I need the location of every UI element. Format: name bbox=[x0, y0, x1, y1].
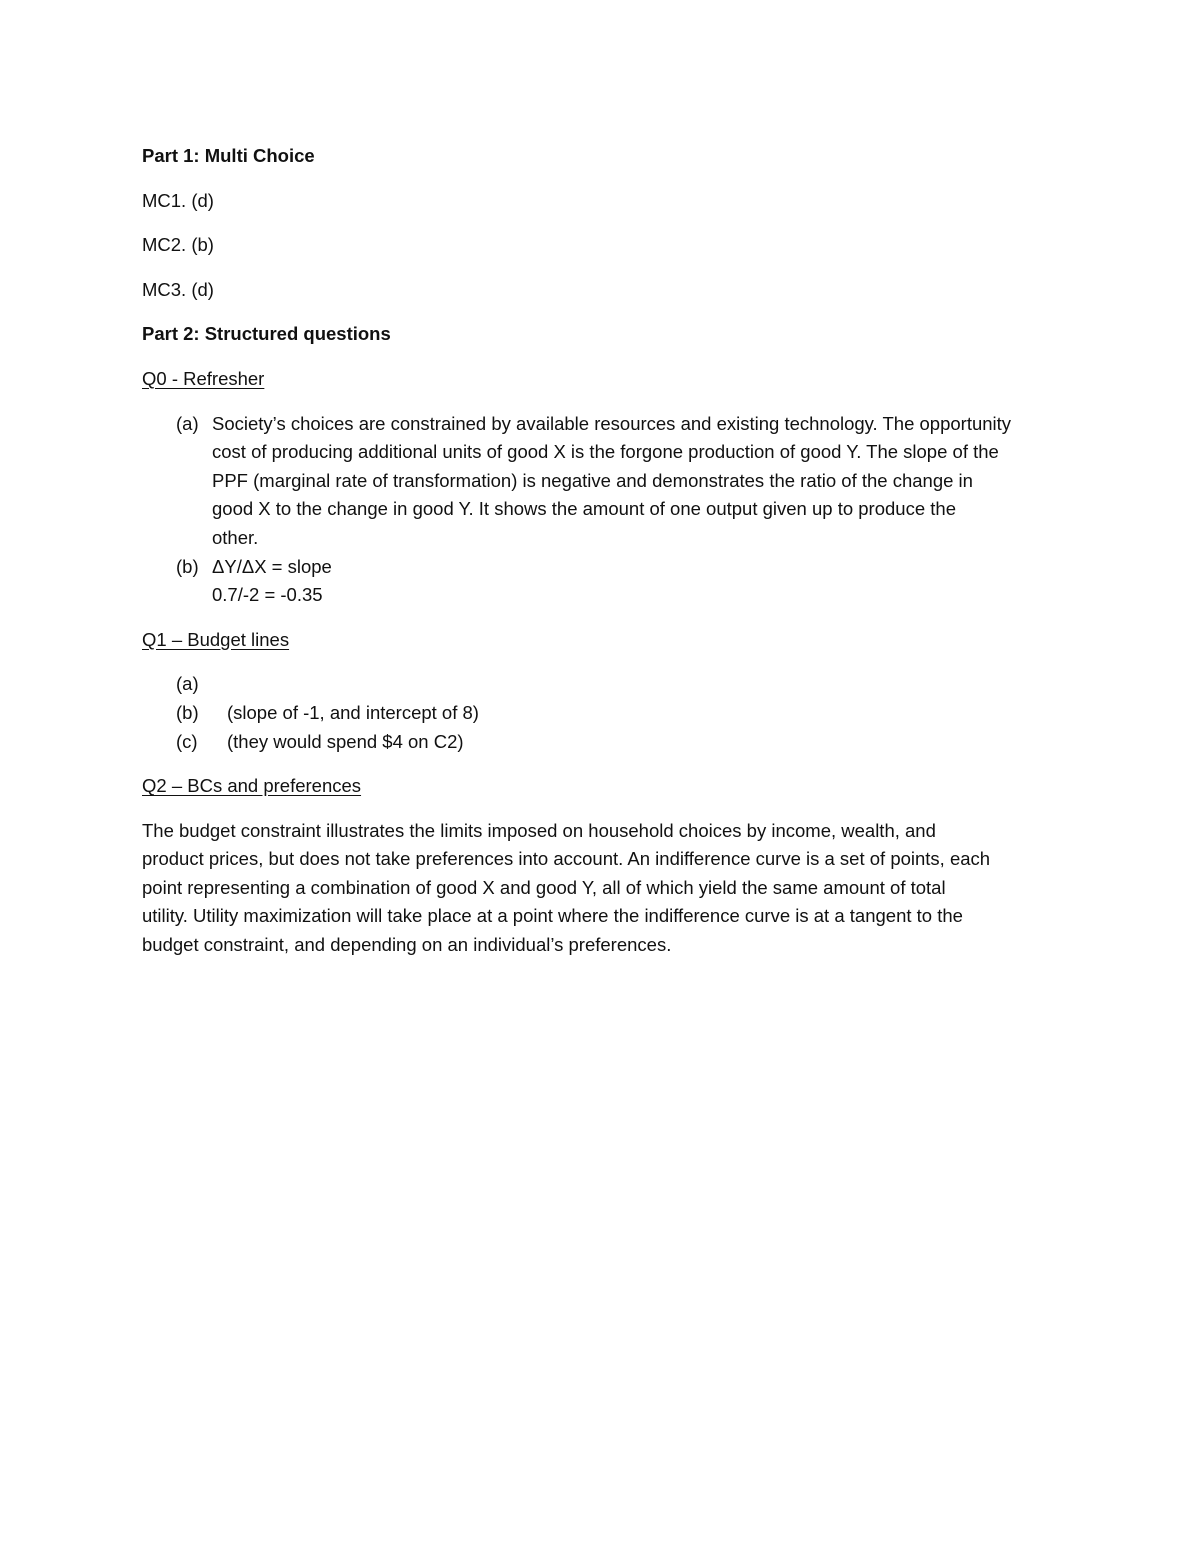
q2-line-4: utility. Utility maximization will take place at a point where the indifference curve is at a tangent to the bbox=[142, 905, 963, 927]
list-marker: (c) bbox=[176, 730, 198, 752]
list-marker: (a) bbox=[176, 412, 199, 434]
q0-item-b-line-1: ΔY/ΔX = slope bbox=[212, 555, 332, 577]
mc-answer-1: MC1. (d) bbox=[142, 189, 214, 211]
q0-item-a-line-2: cost of producing additional units of good X is the forgone production of good Y. The slope of the bbox=[212, 441, 999, 463]
q2-paragraph bbox=[142, 817, 1062, 960]
q2-title bbox=[142, 772, 1062, 801]
q1-item-c bbox=[142, 728, 1062, 757]
q1-item-a bbox=[142, 670, 1062, 699]
q2-title-text: Q2 – BCs and preferences bbox=[142, 775, 362, 797]
part1-heading: Part 1: Multi Choice bbox=[142, 145, 315, 166]
q0-item-a bbox=[142, 410, 1062, 553]
q1-item-b bbox=[142, 699, 1062, 728]
q0-item-a-line-1: Society’s choices are constrained by available resources and existing technology. The opportunity bbox=[212, 412, 1012, 434]
document-page bbox=[142, 142, 1062, 960]
q0-title bbox=[142, 365, 1062, 394]
part2-heading: Part 2: Structured questions bbox=[142, 323, 391, 345]
q2-line-2: product prices, but does not take preferences into account. An indifference curve is a set of points, each bbox=[142, 848, 991, 870]
q2-line-5: budget constraint, and depending on an individual’s preferences. bbox=[142, 934, 672, 956]
q1-item-b-text: (slope of -1, and intercept of 8) bbox=[227, 701, 479, 723]
mc-answer-3: MC3. (d) bbox=[142, 278, 214, 300]
q1-item-c-text: (they would spend $4 on C2) bbox=[227, 730, 464, 752]
q0-item-b-line-2: 0.7/-2 = -0.35 bbox=[212, 584, 323, 606]
q0-item-a-line-3: PPF (marginal rate of transformation) is negative and demonstrates the ratio of the change in bbox=[212, 469, 973, 491]
list-marker: (a) bbox=[176, 673, 199, 695]
q1-item-a-text bbox=[227, 670, 1062, 699]
q2-line-1: The budget constraint illustrates the limits imposed on household choices by income, wealth, and bbox=[142, 819, 936, 841]
list-marker: (b) bbox=[176, 555, 199, 577]
q0-item-a-line-5: other. bbox=[212, 526, 259, 548]
q2-line-3: point representing a combination of good X and good Y, all of which yield the same amount of total bbox=[142, 876, 946, 898]
q0-title-text: Q0 - Refresher bbox=[142, 367, 265, 389]
q0-item-b bbox=[142, 553, 1062, 610]
q1-title-text: Q1 – Budget lines bbox=[142, 628, 290, 650]
q1-title bbox=[142, 626, 1062, 655]
q0-item-a-line-4: good X to the change in good Y. It shows the amount of one output given up to produce the bbox=[212, 498, 956, 520]
mc-answer-2: MC2. (b) bbox=[142, 234, 214, 256]
list-marker: (b) bbox=[176, 701, 199, 723]
